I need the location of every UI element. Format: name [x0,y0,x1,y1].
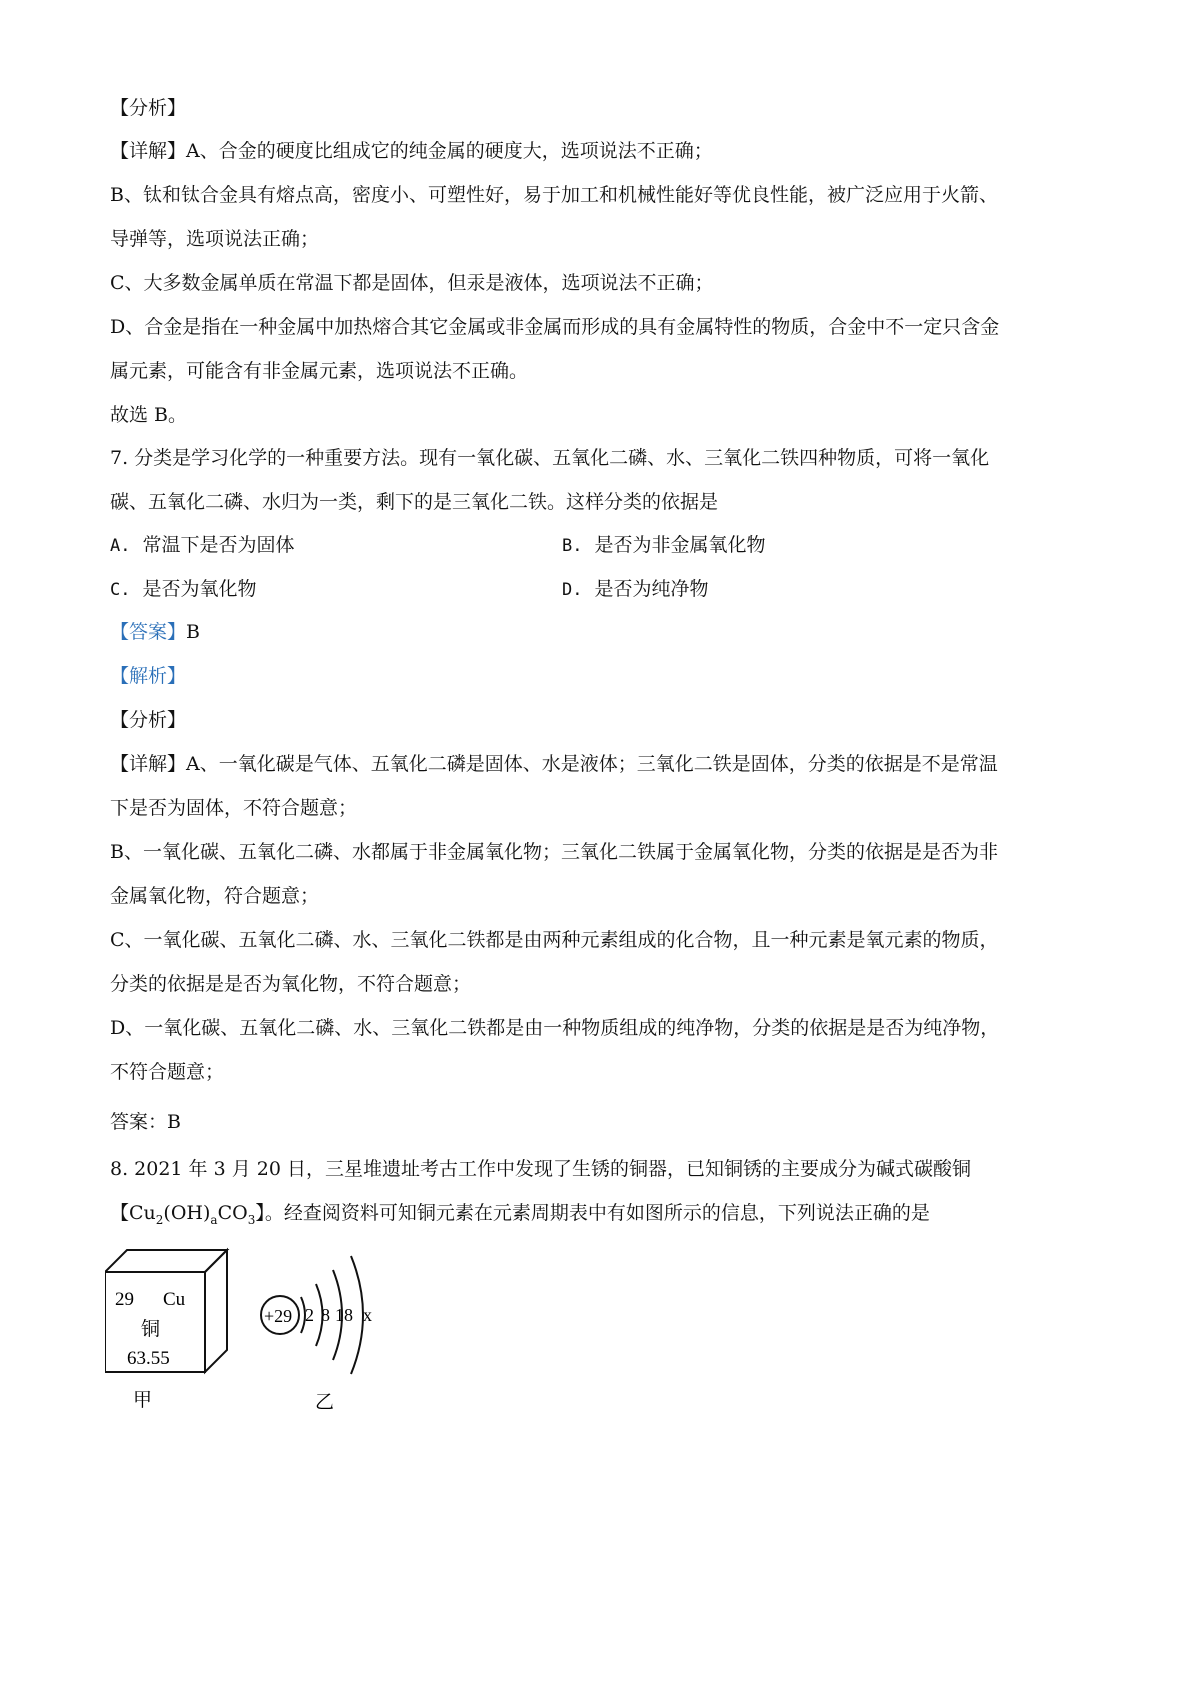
atomic-mass: 63.55 [127,1348,170,1369]
option-text: 是否为非金属氧化物 [594,534,766,556]
nucleus-charge: +29 [264,1306,293,1326]
element-cube [105,1250,227,1411]
q7-jiexi-heading: 【解析】 [110,665,187,687]
option-key: A. [110,536,131,556]
q7-detail-c-line2: 分类的依据是是否为氧化物，不符合题意； [110,973,472,995]
element-name: 铜 [141,1318,161,1340]
cube-side-face [205,1250,227,1372]
q7-option-d [562,575,709,604]
q7-final-answer: 答案：B [110,1111,181,1133]
prev-detail-b-line1: B、钛和钛合金具有熔点高，密度小、可塑性好，易于加工和机械性能好等优良性能，被广泛应用于火箭、 [110,184,998,206]
answer-label: 【答案】 [110,621,187,643]
shell-electrons-4: x [363,1305,372,1325]
q7-option-c [110,575,257,604]
prev-detail-b-line2: 导弹等，选项说法正确； [110,228,320,250]
shell-electrons-2: 8 [321,1305,330,1325]
q7-stem-line1: 7. 分类是学习化学的一种重要方法。现有一氧化碳、五氧化二磷、水、三氧化二铁四种物质，可将一氧化 [110,447,990,469]
q7-answer [110,618,200,646]
label-yi: 乙 [315,1391,335,1413]
answer-value: B [186,621,200,643]
element-symbol: Cu [163,1289,186,1310]
q7-detail-b-line1: B、一氧化碳、五氧化二磷、水都属于非金属氧化物；三氧化二铁属于金属氧化物，分类的依据是是否为非 [110,841,998,863]
prev-detail-d-line2: 属元素，可能含有非金属元素，选项说法不正确。 [110,360,529,382]
option-key: D. [562,580,583,600]
q7-detail-c-line1: C、一氧化碳、五氧化二磷、水、三氧化二铁都是由两种元素组成的化合物，且一种元素是氧元素的物质， [110,929,999,951]
shell-electrons-1: 2 [305,1305,314,1325]
option-text: 常温下是否为固体 [142,534,295,556]
prev-detail-a: 【详解】A、合金的硬度比组成它的纯金属的硬度大，选项说法不正确； [110,140,713,162]
q7-detail-d-line2: 不符合题意； [110,1061,225,1083]
shell-electrons-3: 18 [335,1305,353,1325]
atomic-number: 29 [115,1289,134,1310]
copper-figure [105,1242,415,1422]
label-jia: 甲 [133,1389,153,1411]
q7-detail-a-line2: 下是否为固体，不符合题意； [110,797,358,819]
prev-analysis-heading: 【分析】 [110,97,187,119]
q7-detail-a-line1: 【详解】A、一氧化碳是气体、五氧化二磷是固体、水是液体；三氧化二铁是固体，分类的依据是不是常温 [110,753,998,775]
prev-detail-d-line1: D、合金是指在一种金属中加热熔合其它金属或非金属而形成的具有金属特性的物质，合金中不一定只含金 [110,316,1000,338]
q7-analysis-heading: 【分析】 [110,709,187,731]
prev-conclusion: 故选 B。 [110,404,188,426]
q8-stem-line2 [110,1199,930,1234]
option-key: B. [562,536,583,556]
q8-stem-line1: 8. 2021 年 3 月 20 日，三星堆遗址考古工作中发现了生锈的铜器，已知铜锈的主要成分为碱式碳酸铜 [110,1158,971,1180]
option-key: C. [110,580,131,600]
q8-stem-rest: 。经查阅资料可知铜元素在元素周期表中有如图所示的信息，下列说法正确的是 [264,1202,930,1224]
prev-detail-c: C、大多数金属单质在常温下都是固体，但汞是液体，选项说法不正确； [110,272,714,294]
option-text: 是否为氧化物 [142,578,257,600]
q7-option-b [562,531,766,560]
formula: 【$Cu_2(OH)_aCO_3$】 [110,1202,265,1227]
q7-detail-b-line2: 金属氧化物，符合题意； [110,885,320,907]
q7-detail-d-line1: D、一氧化碳、五氧化二磷、水、三氧化二铁都是由一种物质组成的纯净物，分类的依据是是否为纯净物， [110,1017,1000,1039]
atom-structure [261,1256,372,1413]
option-text: 是否为纯净物 [594,578,709,600]
q7-stem-line2: 碳、五氧化二磷、水归为一类，剩下的是三氧化二铁。这样分类的依据是 [110,491,719,513]
q7-option-a [110,531,295,560]
